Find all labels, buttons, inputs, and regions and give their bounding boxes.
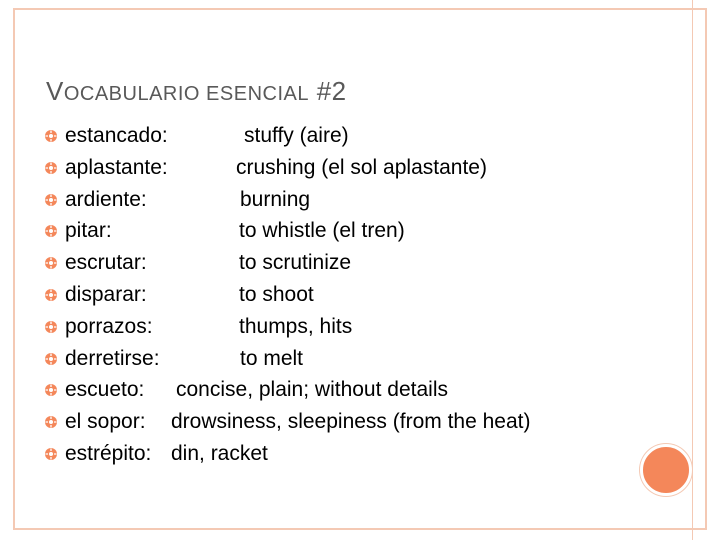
vocab-definition: to shoot <box>239 282 314 306</box>
flower-bullet-icon <box>44 352 58 366</box>
vocab-term: derretirse: <box>65 346 160 370</box>
vocab-definition: drowsiness, sleepiness (from the heat) <box>171 410 531 434</box>
decorative-rule <box>692 0 693 540</box>
vocab-definition: crushing (el sol aplastante) <box>236 155 487 179</box>
flower-bullet-icon <box>44 288 58 302</box>
vocab-term: escrutar: <box>65 251 147 275</box>
vocab-definition: din, racket <box>171 441 268 465</box>
vocab-term: estancado: <box>65 124 168 147</box>
flower-bullet-icon <box>44 383 58 397</box>
vocab-definition: burning <box>240 187 311 211</box>
flower-bullet-icon <box>44 129 58 143</box>
vocab-term: ardiente: <box>65 187 147 211</box>
vocab-term: escueto: <box>65 378 145 402</box>
slide-title <box>46 76 347 107</box>
vocab-term: porrazos: <box>65 314 153 338</box>
title-number: #2 <box>308 76 347 106</box>
vocab-definition: thumps, hits <box>239 314 353 338</box>
flower-bullet-icon <box>44 447 58 461</box>
flower-bullet-icon <box>44 193 58 207</box>
flower-bullet-icon <box>44 256 58 270</box>
vocab-term: estrépito: <box>65 441 152 465</box>
flower-bullet-icon <box>44 320 58 334</box>
flower-bullet-icon <box>44 224 58 238</box>
vocab-definition: stuffy (aire) <box>244 124 349 147</box>
vocab-term: el sopor: <box>65 410 146 434</box>
title-rest: OCABULARIO ESENCIAL <box>63 83 309 105</box>
vocab-definition: to melt <box>240 346 304 370</box>
vocab-definition: to scrutinize <box>239 251 352 275</box>
title-initial: V <box>46 76 64 106</box>
vocab-definition: to whistle (el tren) <box>239 219 405 243</box>
flower-bullet-icon <box>44 415 58 429</box>
vocab-definition: concise, plain; without details <box>176 378 448 402</box>
vocab-term: aplastante: <box>65 155 168 179</box>
decorative-circle <box>640 444 692 496</box>
vocab-term: disparar: <box>65 282 147 306</box>
flower-bullet-icon <box>44 161 58 175</box>
vocab-term: pitar: <box>65 219 112 243</box>
